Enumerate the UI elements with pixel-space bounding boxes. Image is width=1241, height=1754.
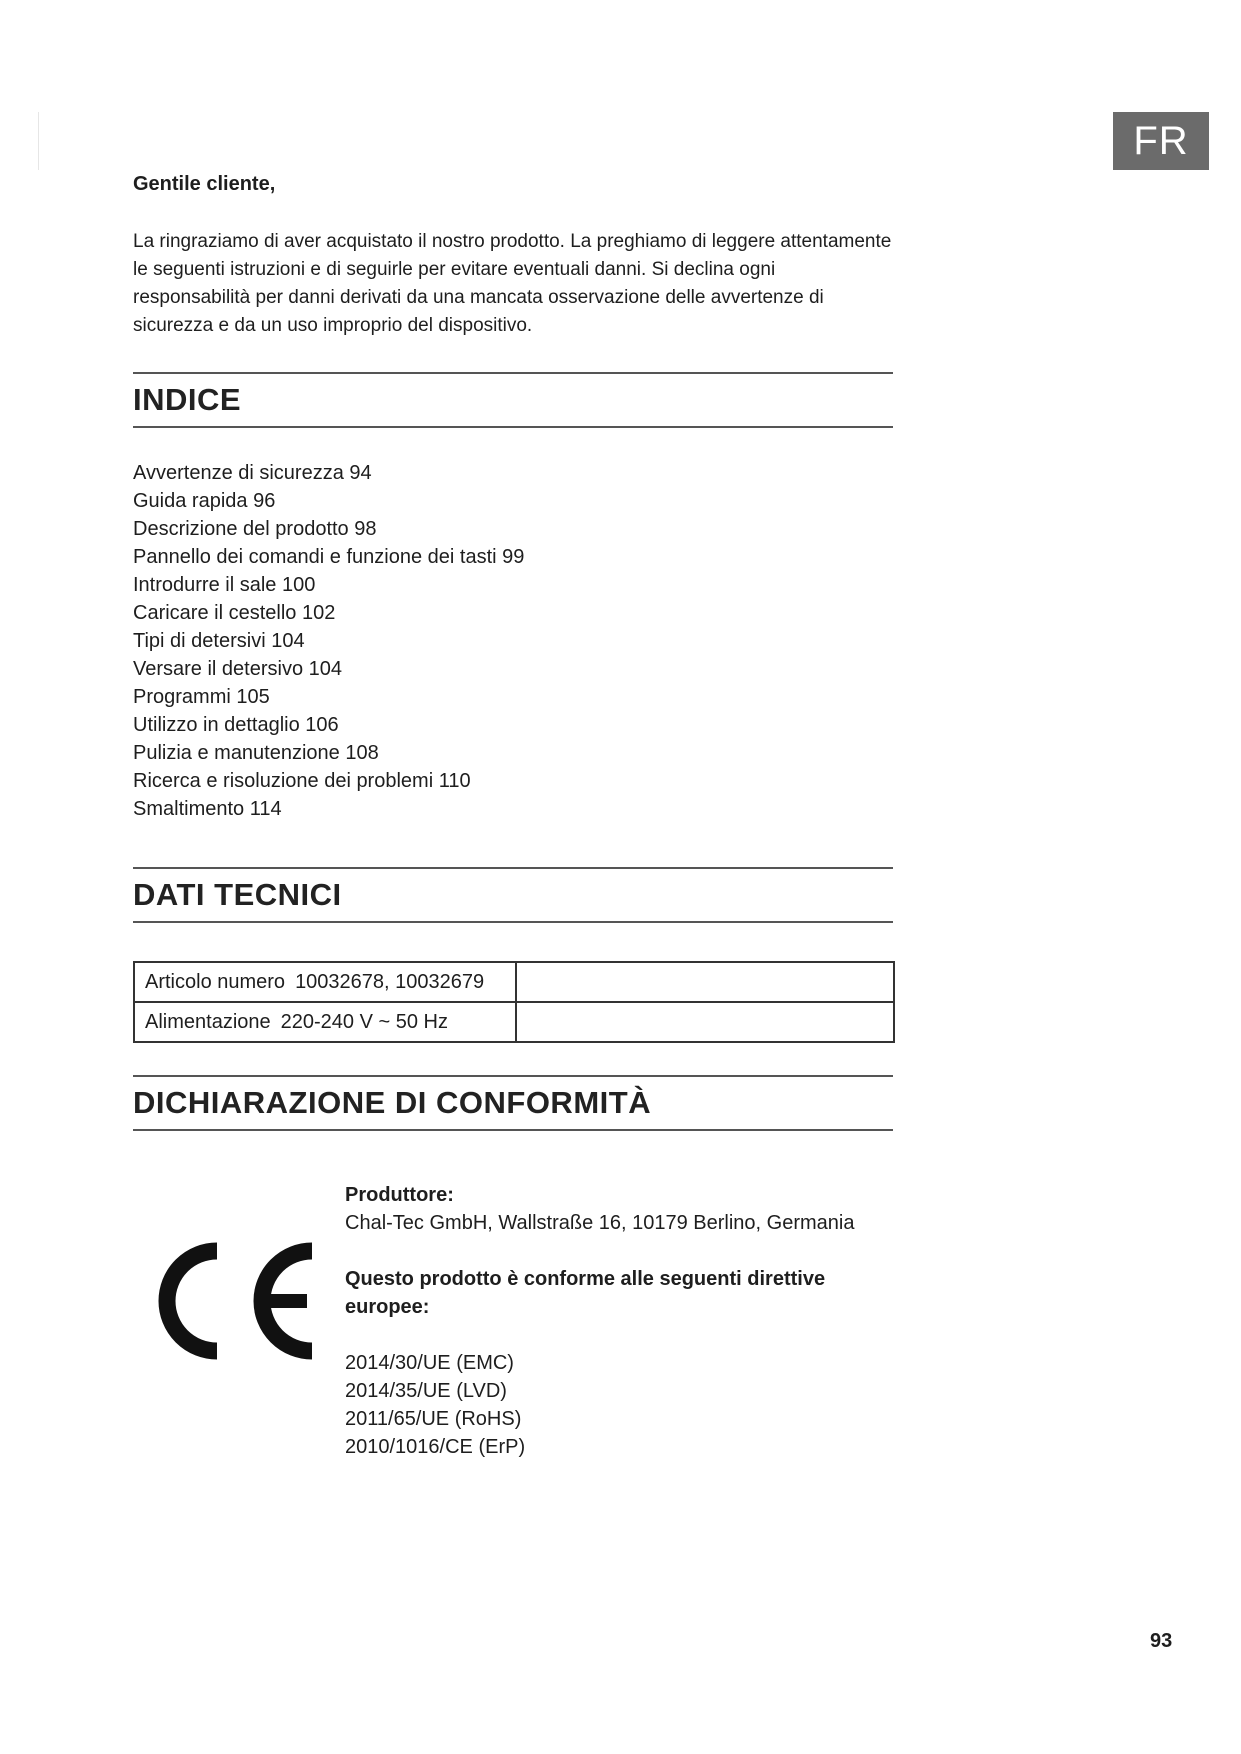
directive-intro: Questo prodotto è conforme alle seguenti direttive europee: [345,1268,826,1318]
spec-cell [134,1002,516,1042]
producer-value: Chal-Tec GmbH, Wallstraße 16, 10179 Berlino, Germania [345,1212,855,1234]
tech-section-header [133,867,893,923]
table-row [134,962,894,1002]
page-number: 93 [1150,1630,1173,1652]
table-of-contents [133,459,893,823]
table-row [134,1002,894,1042]
spec-table [133,961,895,1043]
directive-item: 2010/1016/CE (ErP) [345,1436,526,1458]
spec-empty-cell [516,1002,894,1042]
spec-value: 10032678, 10032679 [295,970,485,993]
spec-label: Alimentazione [145,1010,271,1033]
greeting: Gentile cliente, [133,173,276,195]
toc-item[interactable]: Smaltimento 114 [133,798,282,820]
margin-rule [38,112,39,170]
toc-item[interactable]: Versare il detersivo 104 [133,658,343,680]
toc-item[interactable]: Pannello dei comandi e funzione dei tasti 99 [133,546,525,568]
index-heading: INDICE [133,382,242,417]
conformity-heading: DICHIARAZIONE DI CONFORMITÀ [133,1085,652,1120]
directive-item: 2014/35/UE (LVD) [345,1380,507,1402]
toc-item[interactable]: Tipi di detersivi 104 [133,630,305,652]
toc-item[interactable]: Utilizzo in dettaglio 106 [133,714,339,736]
spec-label: Articolo numero [145,970,286,993]
language-tab[interactable]: FR [1113,112,1209,170]
toc-item[interactable]: Descrizione del prodotto 98 [133,518,377,540]
toc-item[interactable]: Introdurre il sale 100 [133,574,316,596]
spec-value: 220-240 V ~ 50 Hz [280,1010,448,1033]
toc-item[interactable]: Pulizia e manutenzione 108 [133,742,379,764]
ce-mark-icon [147,1241,317,1361]
directive-item: 2014/30/UE (EMC) [345,1352,514,1374]
toc-item[interactable]: Ricerca e risoluzione dei problemi 110 [133,770,471,792]
conformity-block [133,1131,893,1458]
producer-label: Produttore: [345,1184,454,1206]
tech-heading: DATI TECNICI [133,877,342,912]
index-section-header [133,372,893,428]
directive-list [345,1349,905,1461]
spec-cell [134,962,516,1002]
toc-item[interactable]: Guida rapida 96 [133,490,276,512]
intro-paragraph: La ringraziamo di aver acquistato il nostro prodotto. La preghiamo di leggere attentamente le seguenti istruzioni e di seguirle per evitare eventuali danni. Si declina ogni responsabilità per danni derivati da una mancata osservazione delle avvertenze di sicurezza e da un uso improprio del dispositivo. [133,231,892,336]
spec-empty-cell [516,962,894,1002]
page-content [133,170,893,1458]
toc-item[interactable]: Avvertenze di sicurezza 94 [133,462,372,484]
toc-item[interactable]: Programmi 105 [133,686,270,708]
conformity-section-header [133,1075,893,1131]
conformity-text [345,1181,905,1461]
toc-item[interactable]: Caricare il cestello 102 [133,602,336,624]
directive-item: 2011/65/UE (RoHS) [345,1408,522,1430]
